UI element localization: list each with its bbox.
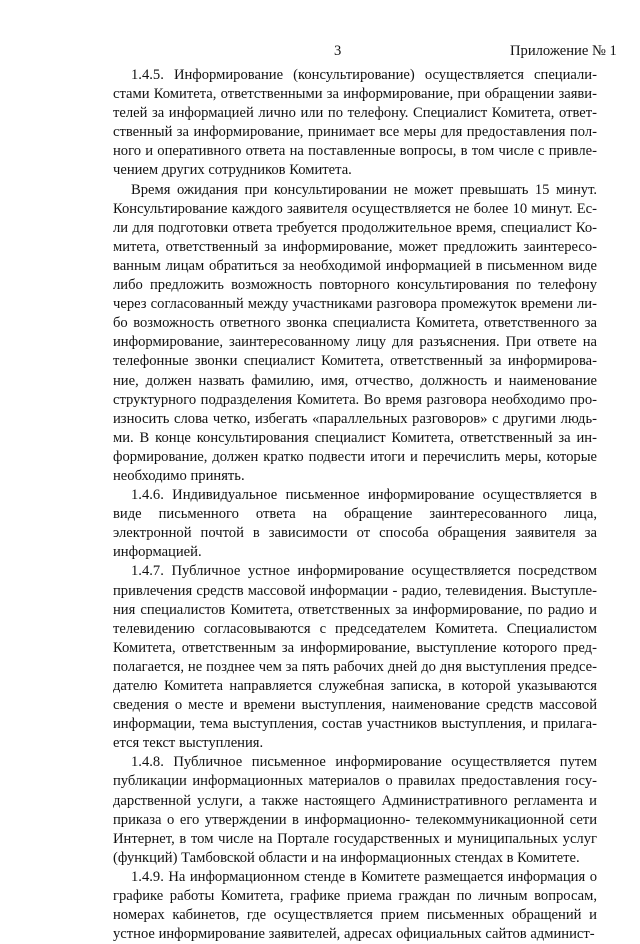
paragraph-1-4-6: 1.4.6. Индивидуальное письменное информирование осуществляется в виде письменного ответа на обращение заинтересованного лица, электронной почтой в зависимости от способа обращения заявителя за информацией. — [113, 487, 597, 561]
paragraph-1-4-5: 1.4.5. Информирование (консультирование) осуществляется специалистами Комитета, ответственными за информирование, при обращении заявителей за информацией лично или по телефону. Специалист Комитета, ответственный за информирование, принимает все меры для предоставления полного и оперативного ответа на поставленные вопросы, в том числе с привлечением других сотрудников Комитета. — [113, 67, 597, 179]
paragraph-waiting-time: Время ожидания при консультировании не может превышать 15 минут. Консультирование каждого заявителя осуществляется не более 10 минут. Если для подготовки ответа требуется продолжительное время, специалист Комитета, ответственный за информирование, может предложить заинтересованным лицам обратиться за необходимой информацией в письменном виде либо предложить возможность повторного консультирования по телефону через согласованный между участниками разговора промежуток времени либо возможность ответного звонка специалиста Комитета, ответственного за информирование, заинтересованному лицу для разъяснения. При ответе на телефонные звонки специалист Комитета, ответственный за информирование, должен назвать фамилию, имя, отчество, должность и наименование структурного подразделения Комитета. Во время разговора необходимо произносить слова четко, избегать «параллельных разговоров» с другими людьми. В конце консультирования специалист Комитета, ответственный за информирование, должен кратко подвести итоги и перечислить меры, которые необходимо принять. — [113, 181, 597, 484]
paragraph-1-4-7: 1.4.7. Публичное устное информирование осуществляется посредством привлечения средств массовой информации - радио, телевидения. Выступления специалистов Комитета, ответственных за информирование, по радио и телевидению согласовываются с председателем Комитета. Специалистом Комитета, ответственным за информирование, выступление которого предполагается, не позднее чем за пять рабочих дней до дня выступления председателю Комитета направляется служебная записка, в которой указываются сведения о месте и времени выступления, наименование средств массовой информации, тема выступления, состав участников выступления, и прилагается текст выступления. — [113, 563, 597, 752]
document-body — [113, 66, 597, 944]
paragraph-1-4-8: 1.4.8. Публичное письменное информирование осуществляется путем публикации информационных материалов о правилах предоставления государственной услуги, а также настоящего Административного регламента и приказа о его утверждении в информационно- телекоммуникационной сети Интернет, в том числе на Портале государственных и муниципальных услуг (функций) Тамбовской области и на информационных стендах в Комитете. — [113, 754, 597, 866]
appendix-label: Приложение № 1 — [510, 43, 617, 59]
page-number: 3 — [334, 43, 342, 59]
paragraph-1-4-9: 1.4.9. На информационном стенде в Комитете размещается информация о графике работы Комитета, графике приема граждан по личным вопросам, номерах кабинетов, где осуществляется прием письменных обращений и устное информирование заявителей, адресах официальных сайтов админист- — [113, 868, 597, 943]
